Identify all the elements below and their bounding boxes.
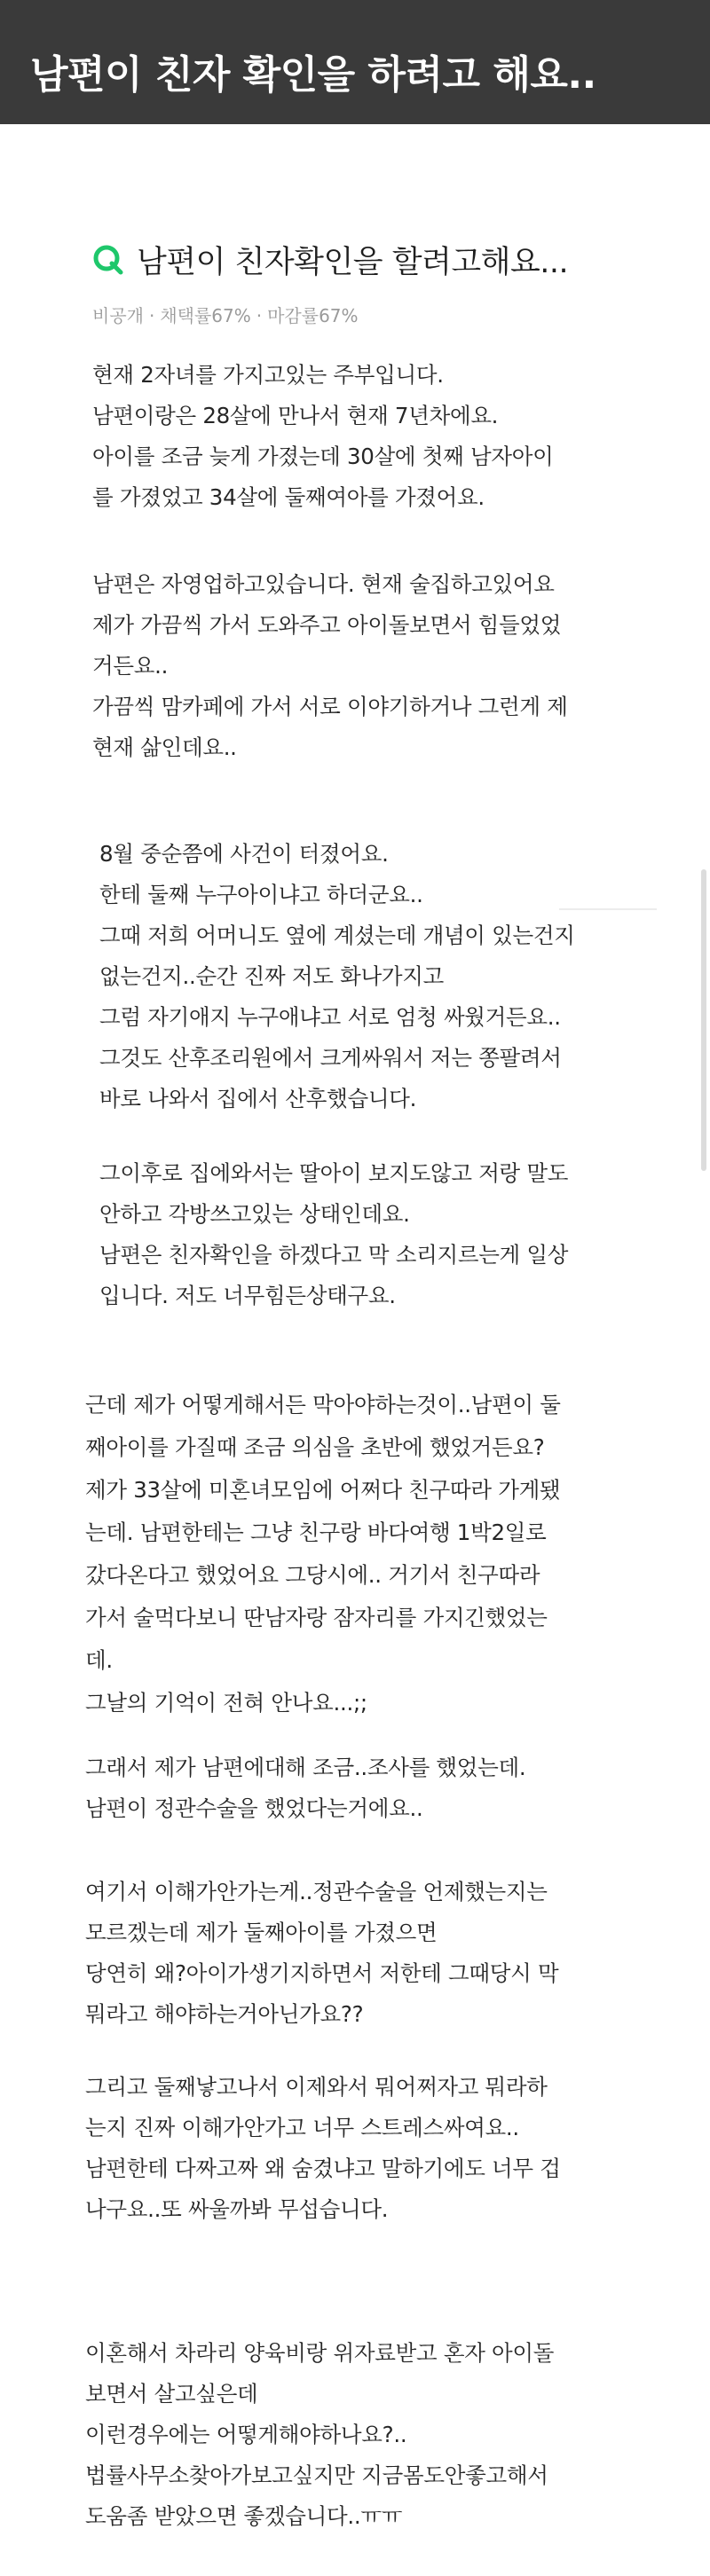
text-line: 이혼해서 차라리 양육비랑 위자료받고 혼자 아이돌 [85, 2340, 555, 2366]
text-line: 는데. 남편한테는 그냥 친구랑 바다여행 1박2일로 [85, 1520, 547, 1545]
question-meta: 비공개 · 채택률67% · 마감률67% [92, 305, 359, 326]
text-line: 없는건지..순간 진짜 저도 화나가지고 [99, 963, 444, 989]
text-line: 아이를 조금 늦게 가졌는데 30살에 첫째 남자아이 [92, 444, 554, 469]
text-line: 현재 2자녀를 가지고있는 주부입니다. [92, 362, 444, 388]
question-title: 남편이 친자확인을 할려고해요... [137, 245, 569, 280]
scrollbar[interactable] [701, 869, 706, 1171]
text-line: 남편이랑은 28살에 만나서 현재 7년차에요. [92, 403, 499, 428]
text-line: 그것도 산후조리원에서 크게싸워서 저는 쫑팔려서 [99, 1045, 562, 1071]
deadline-rate: 마감률67% [267, 305, 359, 326]
text-line: 나구요..또 싸울까봐 무섭습니다. [85, 2196, 389, 2222]
visibility-label: 비공개 [92, 305, 144, 326]
text-line: 한테 둘째 누구아이냐고 하더군요.. [99, 882, 423, 907]
text-line: 그래서 제가 남편에대해 조금..조사를 했었는데. [85, 1755, 526, 1780]
text-line: 보면서 살고싶은데 [85, 2381, 258, 2407]
paragraph-confusion [85, 1872, 653, 2035]
text-line: 그때 저희 어머니도 옆에 계셨는데 개념이 있는건지 [99, 923, 575, 948]
paragraph-incident [99, 834, 667, 1119]
text-line: 가끔씩 맘카페에 가서 서로 이야기하거나 그런게 제 [92, 694, 568, 719]
adoption-rate: 채택률67% [160, 305, 251, 326]
text-line: 그날의 기억이 전혀 안나요...;; [85, 1690, 367, 1716]
text-line: 여기서 이해가안가는게..정관수술을 언제했는지는 [85, 1879, 548, 1905]
text-line: 남편은 자영업하고있습니다. 현재 술집하고있어요 [92, 571, 555, 597]
text-line: 거든요.. [92, 653, 169, 679]
text-line: 바로 나와서 집에서 산후했습니다. [99, 1086, 417, 1111]
paragraph-husband-business [92, 564, 660, 768]
q-icon [92, 244, 124, 276]
text-line: 뭐라고 해야하는거아닌가요?? [85, 2001, 364, 2027]
text-line: 입니다. 저도 너무힘든상태구요. [99, 1283, 396, 1308]
text-line: 8월 중순쯤에 사건이 터졌어요. [99, 841, 389, 867]
header-title: 남편이 친자 확인을 하려고 해요.. [30, 52, 596, 98]
text-line: 법률사무소찾아가보고싶지만 지금몸도안좋고해서 [85, 2462, 548, 2488]
text-line: 를 가졌었고 34살에 둘째여아를 가졌어요. [92, 484, 485, 510]
text-line: 남편이 정관수술을 했었다는거에요.. [85, 1795, 423, 1821]
text-line: 안하고 각방쓰고있는 상태인데요. [99, 1201, 410, 1227]
text-line: 제가 33살에 미혼녀모임에 어쩌다 친구따라 가게됐 [85, 1477, 561, 1503]
text-line: 당연히 왜?아이가생기지하면서 저한테 그때당시 막 [85, 1960, 559, 1986]
text-line: 근데 제가 어떻게해서든 막아야하는것이..남편이 둘 [85, 1392, 561, 1418]
text-line: 현재 삶인데요.. [92, 734, 237, 760]
paragraph-investigation [85, 1747, 653, 1829]
text-line: 째아이를 가질때 조금 의심을 초반에 했었거든요? [85, 1434, 545, 1460]
text-line: 그이후로 집에와서는 딸아이 보지도않고 저랑 말도 [99, 1160, 569, 1186]
text-line: 는지 진짜 이해가안가고 너무 스트레스싸여요.. [85, 2115, 519, 2140]
text-line: 갔다온다고 했었어요 그당시에.. 거기서 친구따라 [85, 1562, 540, 1588]
text-line: 가서 술먹다보니 딴남자랑 잠자리를 가지긴했었는 [85, 1605, 548, 1630]
text-line: 데. [85, 1647, 113, 1673]
text-line: 모르겠는데 제가 둘째아이를 가졌으면 [85, 1920, 438, 1945]
paragraph-aftermath [99, 1153, 667, 1316]
divider [559, 908, 657, 910]
page-header [0, 0, 710, 124]
text-line: 제가 가끔씩 가서 도와주고 아이돌보면서 힘들었었 [92, 612, 562, 638]
text-line: 도움좀 받았으면 좋겠습니다..ㅠㅠ [85, 2503, 403, 2529]
text-line: 남편한테 다짜고짜 왜 숨겼냐고 말하기에도 너무 겁 [85, 2156, 561, 2181]
text-line: 이런경우에는 어떻게해야하나요?.. [85, 2422, 407, 2447]
question-title-row [92, 238, 568, 282]
paragraph-confession [85, 1384, 653, 1724]
paragraph-stress [85, 2067, 653, 2230]
text-line: 남편은 친자확인을 하겠다고 막 소리지르는게 일상 [99, 1242, 569, 1268]
text-line: 그럼 자기애지 누구애냐고 서로 엄청 싸웠거든요.. [99, 1004, 561, 1030]
paragraph-intro [92, 355, 660, 518]
text-line: 그리고 둘째낳고나서 이제와서 뭐어쩌자고 뭐라하 [85, 2074, 548, 2100]
paragraph-request [85, 2333, 653, 2537]
